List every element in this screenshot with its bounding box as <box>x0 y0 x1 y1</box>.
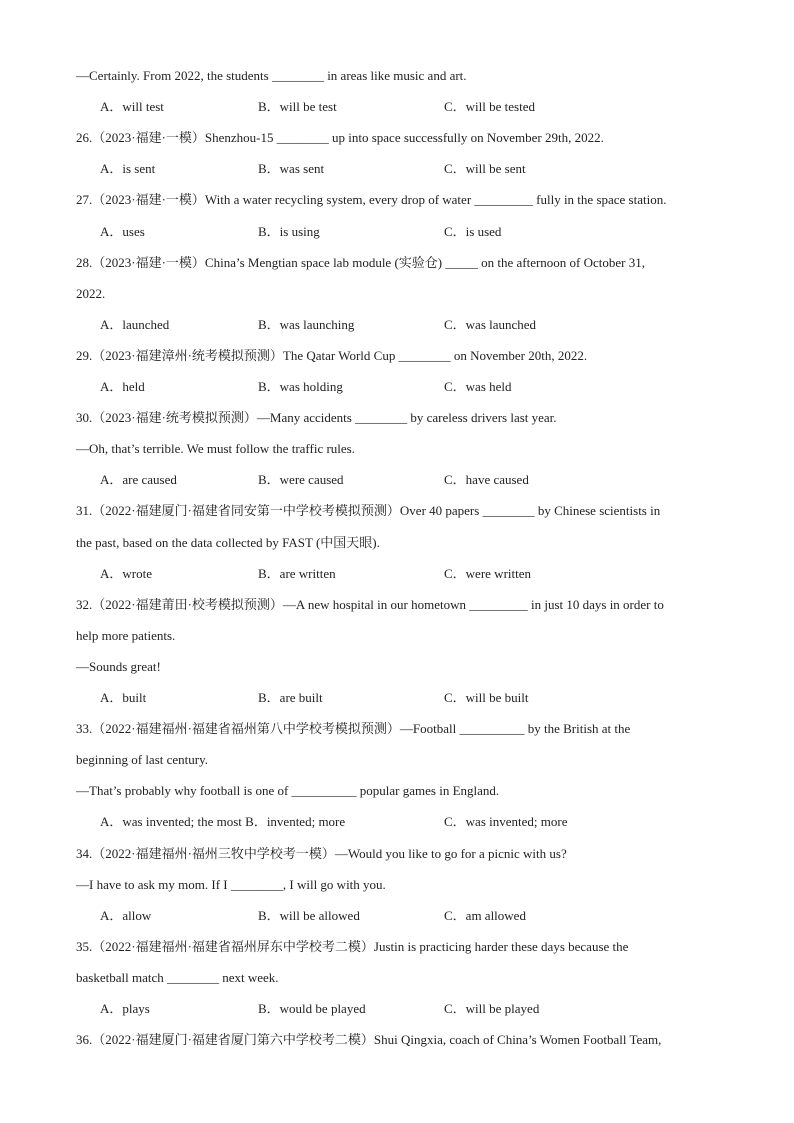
question-text-line: —I have to ask my mom. If I ________, I will go with you. <box>76 877 386 892</box>
option-c: C．will be played <box>444 1001 540 1016</box>
option-c: C．was launched <box>444 317 537 332</box>
question-text-line: 33.（2022·福建福州·福建省福州第八中学校考模拟预测）—Football __________ by the British at the <box>76 721 631 736</box>
options-row <box>0 222 794 242</box>
option-b: B．was sent <box>258 161 325 176</box>
option-a: A．will test <box>100 99 164 114</box>
question-text-line: —Certainly. From 2022, the students ________ in areas like music and art. <box>76 68 467 83</box>
option-b: B．are written <box>258 566 336 581</box>
option-a: A．plays <box>100 1001 150 1016</box>
options-row <box>0 999 794 1019</box>
option-b: B．are built <box>258 690 323 705</box>
option-a: A．are caused <box>100 472 177 487</box>
question-text-line: —Sounds great! <box>76 659 161 674</box>
option-a: A．held <box>100 379 145 394</box>
question-text-line: the past, based on the data collected by FAST (中国天眼). <box>76 535 380 550</box>
question-text-line: 31.（2022·福建厦门·福建省同安第一中学校考模拟预测）Over 40 papers ________ by Chinese scientists in <box>76 503 661 518</box>
option-a: A．is sent <box>100 161 156 176</box>
option-b: B．was launching <box>258 317 355 332</box>
option-a: A．was invented; the most B．invented; more <box>100 814 346 829</box>
options-row <box>0 564 794 584</box>
option-a: A．launched <box>100 317 170 332</box>
option-c: C．am allowed <box>444 908 526 923</box>
question-text-line: basketball match ________ next week. <box>76 970 279 985</box>
option-a: A．allow <box>100 908 152 923</box>
option-c: C．will be tested <box>444 99 535 114</box>
question-text-line: —Oh, that’s terrible. We must follow the traffic rules. <box>76 441 355 456</box>
question-text-line: —That’s probably why football is one of __________ popular games in England. <box>76 783 500 798</box>
options-row <box>0 97 794 117</box>
question-text-line: 29.（2023·福建漳州·统考模拟预测）The Qatar World Cup ________ on November 20th, 2022. <box>76 348 588 363</box>
question-text-line: 28.（2023·福建·一模）China’s Mengtian space lab module (实验仓) _____ on the afternoon of October 31, <box>76 255 645 270</box>
option-a: A．uses <box>100 224 145 239</box>
question-text-line: 32.（2022·福建莆田·校考模拟预测）—A new hospital in our hometown _________ in just 10 days in order to <box>76 597 664 612</box>
option-b: B．was holding <box>258 379 343 394</box>
option-b: B．is using <box>258 224 320 239</box>
option-c: C．will be built <box>444 690 529 705</box>
question-text-line: beginning of last century. <box>76 752 209 767</box>
option-b: B．will be allowed <box>258 908 360 923</box>
option-c: C．will be sent <box>444 161 526 176</box>
question-text-line: 35.（2022·福建福州·福建省福州屏东中学校考二模）Justin is practicing harder these days because the <box>76 939 629 954</box>
question-text-line: 2022. <box>76 286 106 301</box>
option-b: B．were caused <box>258 472 344 487</box>
question-text-line: 30.（2023·福建·统考模拟预测）—Many accidents ________ by careless drivers last year. <box>76 410 557 425</box>
options-row <box>0 159 794 179</box>
options-row <box>0 812 794 832</box>
options-row <box>0 470 794 490</box>
option-c: C．have caused <box>444 472 529 487</box>
option-b: B．will be test <box>258 99 337 114</box>
option-c: C．were written <box>444 566 532 581</box>
question-text-line: 36.（2022·福建厦门·福建省厦门第六中学校考二模）Shui Qingxia, coach of China’s Women Football Team, <box>76 1032 662 1047</box>
options-row <box>0 688 794 708</box>
question-text-line: help more patients. <box>76 628 176 643</box>
option-a: A．wrote <box>100 566 152 581</box>
option-c: C．was held <box>444 379 512 394</box>
question-text-line: 27.（2023·福建·一模）With a water recycling system, every drop of water _________ fully in the space station. <box>76 192 667 207</box>
option-a: A．built <box>100 690 147 705</box>
option-c: C．is used <box>444 224 502 239</box>
options-row <box>0 315 794 335</box>
option-b: B．would be played <box>258 1001 366 1016</box>
question-text-line: 34.（2022·福建福州·福州三牧中学校考一模）—Would you like to go for a picnic with us? <box>76 846 567 861</box>
options-row <box>0 906 794 926</box>
option-c: C．was invented; more <box>444 814 568 829</box>
options-row <box>0 377 794 397</box>
question-text-line: 26.（2023·福建·一模）Shenzhou-15 ________ up into space successfully on November 29th, 2022. <box>76 130 604 145</box>
